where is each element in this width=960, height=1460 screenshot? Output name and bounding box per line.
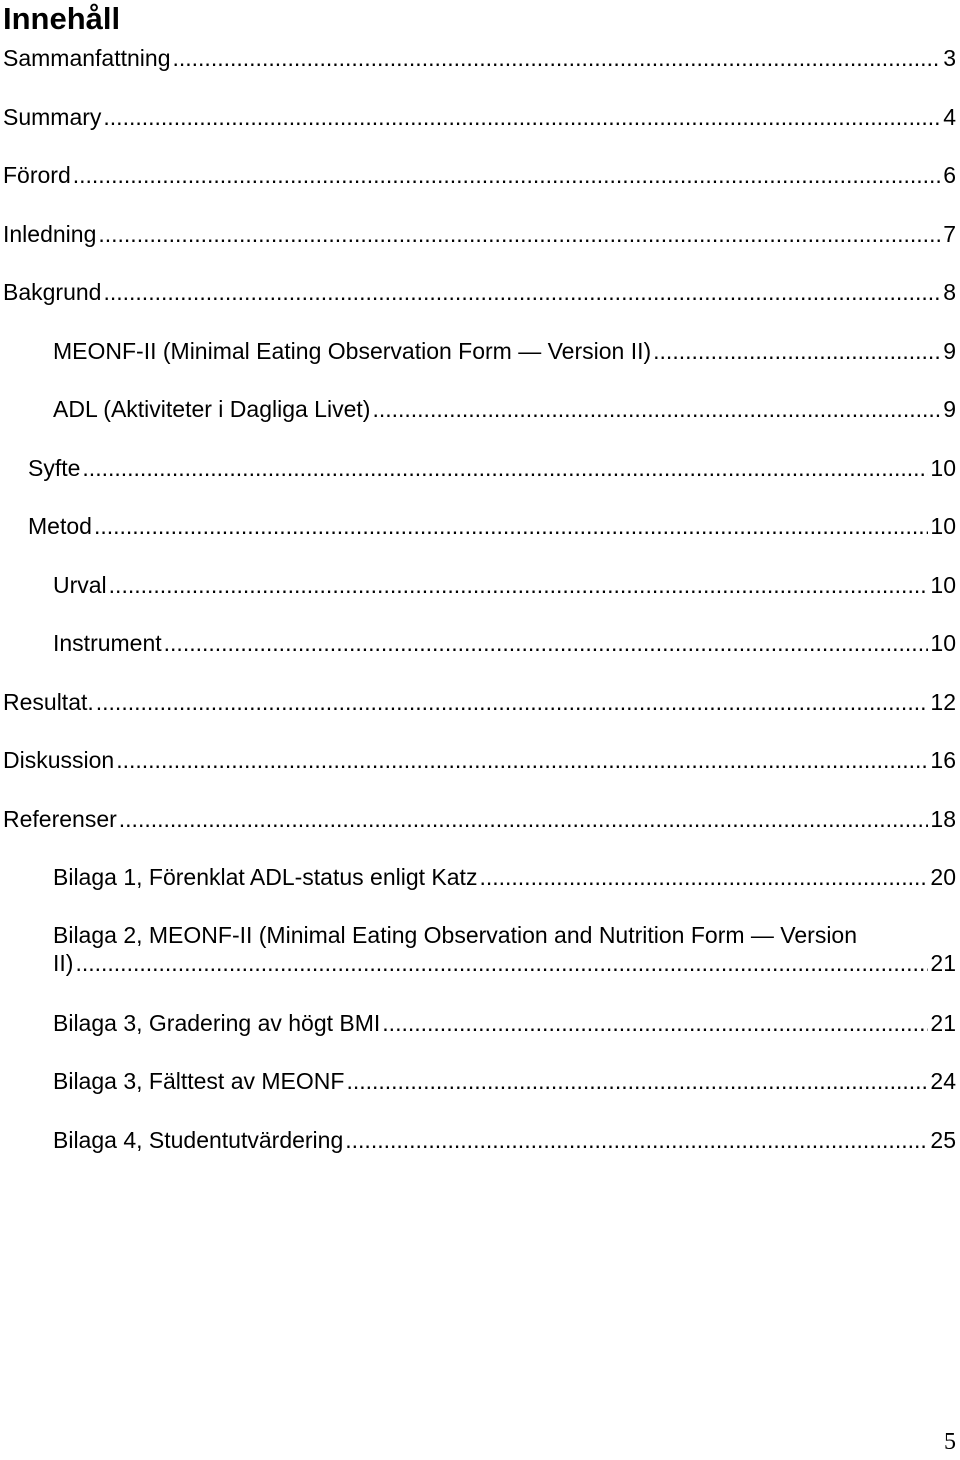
toc-entry-label: Syfte <box>28 455 81 481</box>
toc-page-number: 3 <box>943 45 956 71</box>
toc-entry-bilaga-3-falttest[interactable] <box>53 1067 956 1095</box>
toc-entry-instrument[interactable] <box>53 629 956 657</box>
toc-leader <box>172 44 941 72</box>
toc-entry-label: Bilaga 4, Studentutvärdering <box>53 1127 344 1153</box>
toc-leader <box>103 278 941 306</box>
toc-entry-line-2 <box>53 949 956 977</box>
toc-entry-inledning[interactable] <box>3 220 956 248</box>
toc-entry-label: Urval <box>53 572 107 598</box>
toc-leader <box>73 161 941 189</box>
toc-entry-bakgrund[interactable] <box>3 278 956 306</box>
toc-leader <box>82 454 928 482</box>
toc-entry-metod[interactable] <box>28 512 956 540</box>
toc-entry-label-line-2: II) <box>53 950 74 976</box>
toc-entry-sammanfattning[interactable] <box>3 44 956 72</box>
toc-page-number: 20 <box>930 864 956 890</box>
toc-leader <box>164 629 929 657</box>
toc-entry-urval[interactable] <box>53 571 956 599</box>
toc-entry-diskussion[interactable] <box>3 746 956 774</box>
toc-entry-label: Bilaga 1, Förenklat ADL-status enligt Katz <box>53 864 478 890</box>
toc-page-number: 7 <box>943 221 956 247</box>
toc-entry-bilaga-4[interactable] <box>53 1126 956 1154</box>
toc-leader <box>479 863 928 891</box>
toc-entry-label: Summary <box>3 104 102 130</box>
toc-page-number: 21 <box>930 1010 956 1036</box>
toc-leader <box>119 805 929 833</box>
toc-entry-label: Resultat. <box>3 689 94 715</box>
toc-entry-label: Bakgrund <box>3 279 102 305</box>
toc-entry-label: Sammanfattning <box>3 45 171 71</box>
toc-entry-adl[interactable] <box>53 395 956 423</box>
toc-entry-label: MEONF-II (Minimal Eating Observation Form — Version II) <box>53 338 652 364</box>
toc-leader <box>345 1126 928 1154</box>
toc-leader <box>372 395 941 423</box>
toc-page-number: 21 <box>930 950 956 976</box>
toc-entry-bilaga-3-bmi[interactable] <box>53 1009 956 1037</box>
toc-entry-label: Diskussion <box>3 747 115 773</box>
toc-entry-syfte[interactable] <box>28 454 956 482</box>
toc-leader <box>109 571 929 599</box>
toc-leader <box>382 1009 928 1037</box>
toc-entry-label: Inledning <box>3 221 97 247</box>
toc-page-number: 18 <box>930 806 956 832</box>
toc-leader <box>653 337 941 365</box>
toc-entry-label: ADL (Aktiviteter i Dagliga Livet) <box>53 396 371 422</box>
toc-page-number: 10 <box>930 572 956 598</box>
toc-page-number: 12 <box>930 689 956 715</box>
toc-leader <box>116 746 928 774</box>
toc-leader <box>75 949 928 977</box>
toc-entry-bilaga-2[interactable] <box>53 921 956 977</box>
toc-leader <box>98 220 941 248</box>
toc-page-number: 8 <box>943 279 956 305</box>
toc-page-number: 10 <box>930 513 956 539</box>
toc-entry-referenser[interactable] <box>3 805 956 833</box>
toc-page-number: 6 <box>943 162 956 188</box>
toc-page-number: 10 <box>930 455 956 481</box>
toc-page-number: 9 <box>943 396 956 422</box>
toc-entry-label: Metod <box>28 513 92 539</box>
toc-page-number: 10 <box>930 630 956 656</box>
toc-page-number: 24 <box>930 1068 956 1094</box>
toc-entry-forord[interactable] <box>3 161 956 189</box>
toc-leader <box>346 1067 928 1095</box>
toc-entry-summary[interactable] <box>3 103 956 131</box>
toc-entry-label: Referenser <box>3 806 117 832</box>
toc-leader <box>103 103 941 131</box>
toc-page-number: 4 <box>943 104 956 130</box>
toc-entry-label: Förord <box>3 162 71 188</box>
toc-page-number: 16 <box>930 747 956 773</box>
toc-entry-bilaga-1[interactable] <box>53 863 956 891</box>
toc-entry-label: Bilaga 3, Gradering av högt BMI <box>53 1010 381 1036</box>
toc-leader <box>94 512 928 540</box>
toc-page-number: 9 <box>943 338 956 364</box>
toc-entry-resultat[interactable] <box>3 688 956 716</box>
toc-entry-label: Bilaga 3, Fälttest av MEONF <box>53 1068 345 1094</box>
toc-page-number: 25 <box>930 1127 956 1153</box>
page-number: 5 <box>944 1429 956 1455</box>
toc-entry-meonf-ii[interactable] <box>53 337 956 365</box>
toc-entry-label-line-1: Bilaga 2, MEONF-II (Minimal Eating Observation and Nutrition Form — Version <box>53 922 858 948</box>
toc-leader <box>96 688 929 716</box>
toc-entry-label: Instrument <box>53 630 162 656</box>
page-title: Innehåll <box>3 1 121 36</box>
